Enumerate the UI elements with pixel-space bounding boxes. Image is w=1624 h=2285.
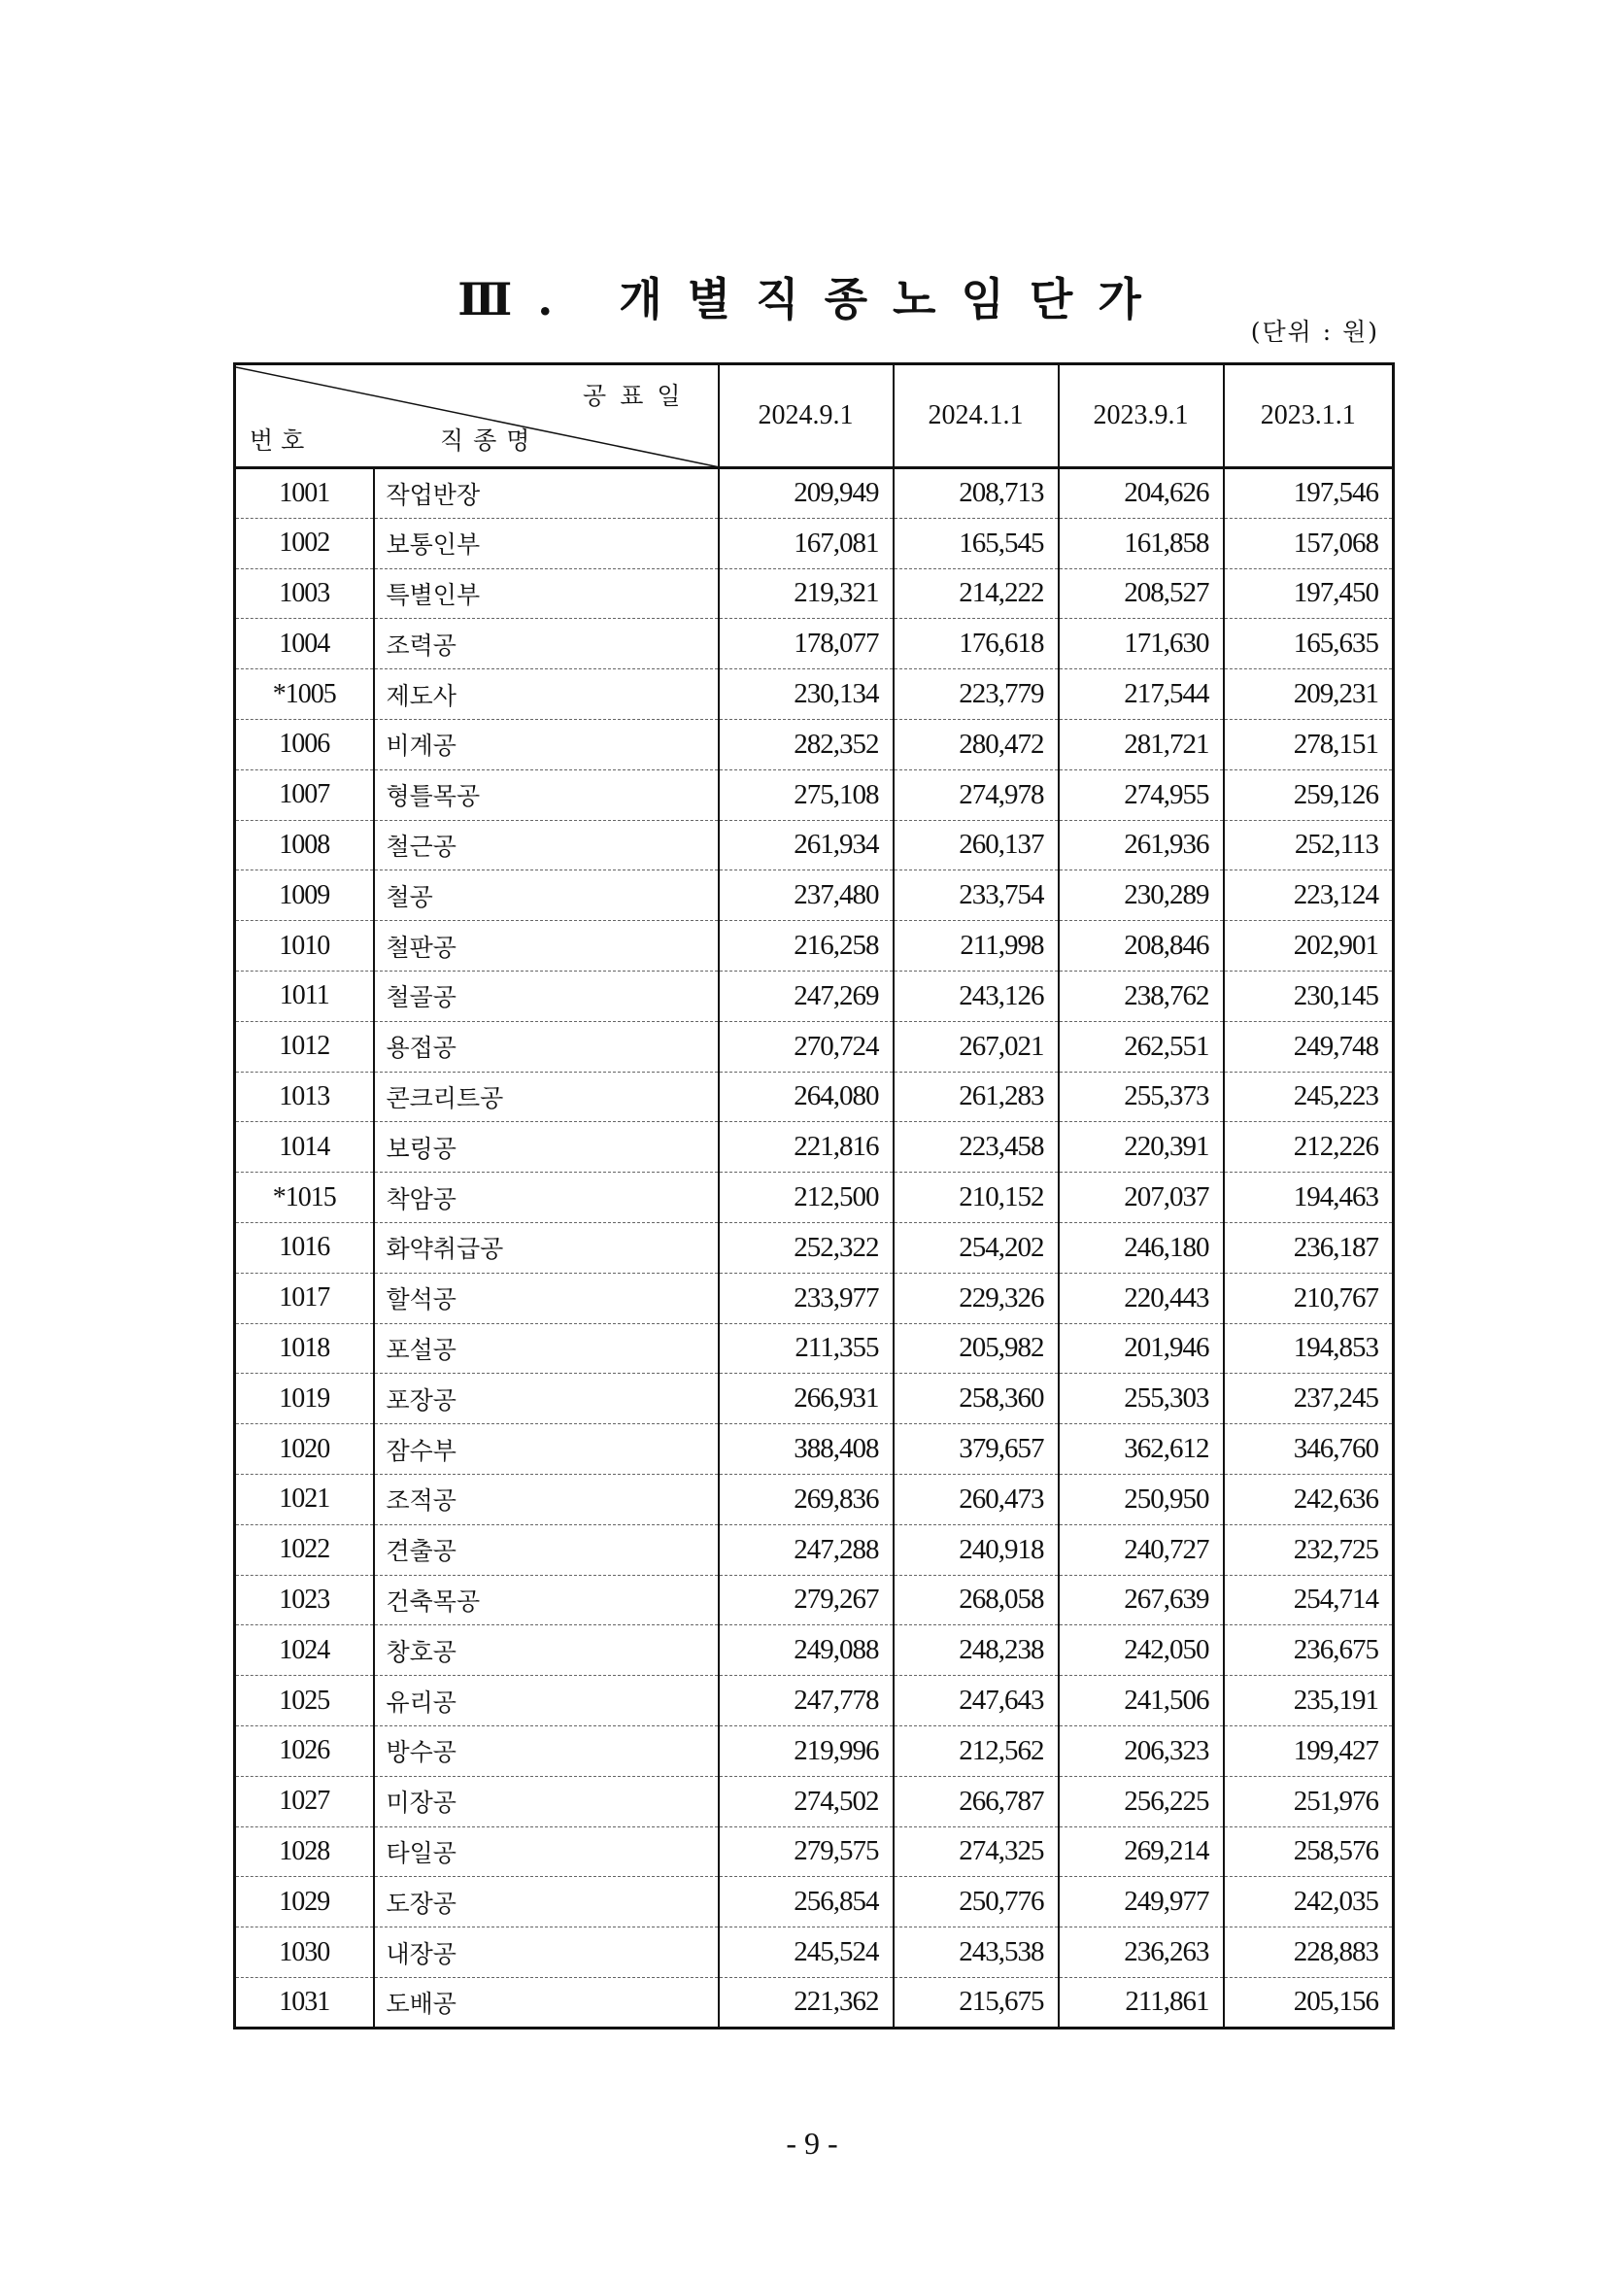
header-job-label: 직종명 <box>440 426 540 455</box>
wage-value-cell: 208,846 <box>1059 921 1224 972</box>
wage-value-cell: 209,231 <box>1224 669 1394 720</box>
job-code-cell: 1027 <box>235 1776 374 1826</box>
wage-value-cell: 266,931 <box>719 1374 894 1424</box>
table-row <box>235 1474 1394 1524</box>
job-code-cell: 1009 <box>235 870 374 921</box>
wage-value-cell: 245,223 <box>1224 1072 1394 1122</box>
wage-value-cell: 171,630 <box>1059 619 1224 669</box>
job-code-cell: 1020 <box>235 1424 374 1475</box>
wage-value-cell: 243,538 <box>894 1927 1059 1978</box>
table-row <box>235 1173 1394 1223</box>
wage-value-cell: 219,321 <box>719 568 894 619</box>
wage-value-cell: 157,068 <box>1224 518 1394 568</box>
wage-value-cell: 236,263 <box>1059 1927 1224 1978</box>
wage-value-cell: 249,977 <box>1059 1877 1224 1927</box>
table-row <box>235 1524 1394 1575</box>
table-row <box>235 1826 1394 1877</box>
job-name-cell: 조적공 <box>374 1474 719 1524</box>
wage-value-cell: 281,721 <box>1059 719 1224 769</box>
wage-value-cell: 211,861 <box>1059 1977 1224 2028</box>
job-code-cell: 1006 <box>235 719 374 769</box>
wage-value-cell: 258,576 <box>1224 1826 1394 1877</box>
wage-value-cell: 346,760 <box>1224 1424 1394 1475</box>
job-code-cell: 1016 <box>235 1222 374 1273</box>
job-code-cell: 1025 <box>235 1676 374 1726</box>
table-row <box>235 1222 1394 1273</box>
wage-value-cell: 259,126 <box>1224 769 1394 820</box>
table-row <box>235 619 1394 669</box>
job-name-cell: 미장공 <box>374 1776 719 1826</box>
job-code-cell: 1019 <box>235 1374 374 1424</box>
wage-value-cell: 274,955 <box>1059 769 1224 820</box>
job-name-cell: 도장공 <box>374 1877 719 1927</box>
wage-value-cell: 165,545 <box>894 518 1059 568</box>
wage-value-cell: 202,901 <box>1224 921 1394 972</box>
wage-value-cell: 197,450 <box>1224 568 1394 619</box>
job-name-cell: 타일공 <box>374 1826 719 1877</box>
wage-value-cell: 210,767 <box>1224 1273 1394 1323</box>
wage-value-cell: 269,836 <box>719 1474 894 1524</box>
wage-value-cell: 248,238 <box>894 1625 1059 1676</box>
wage-value-cell: 249,088 <box>719 1625 894 1676</box>
wage-value-cell: 211,998 <box>894 921 1059 972</box>
table-row <box>235 769 1394 820</box>
table-row <box>235 820 1394 870</box>
job-code-cell: 1023 <box>235 1575 374 1625</box>
job-code-cell: 1014 <box>235 1122 374 1173</box>
header-date-col: 2024.9.1 <box>719 364 894 468</box>
header-date-col: 2023.9.1 <box>1059 364 1224 468</box>
wage-value-cell: 212,500 <box>719 1173 894 1223</box>
wage-value-cell: 235,191 <box>1224 1676 1394 1726</box>
job-code-cell: *1015 <box>235 1173 374 1223</box>
job-code-cell: 1017 <box>235 1273 374 1323</box>
job-code-cell: 1003 <box>235 568 374 619</box>
wage-value-cell: 211,355 <box>719 1323 894 1374</box>
table-row <box>235 1072 1394 1122</box>
wage-value-cell: 220,443 <box>1059 1273 1224 1323</box>
wage-value-cell: 388,408 <box>719 1424 894 1475</box>
wage-value-cell: 230,134 <box>719 669 894 720</box>
job-name-cell: 방수공 <box>374 1725 719 1776</box>
wage-value-cell: 223,458 <box>894 1122 1059 1173</box>
wage-value-cell: 275,108 <box>719 769 894 820</box>
wage-value-cell: 256,854 <box>719 1877 894 1927</box>
job-name-cell: 콘크리트공 <box>374 1072 719 1122</box>
job-code-cell: 1008 <box>235 820 374 870</box>
wage-value-cell: 205,156 <box>1224 1977 1394 2028</box>
wage-value-cell: 219,996 <box>719 1725 894 1776</box>
wage-value-cell: 216,258 <box>719 921 894 972</box>
wage-value-cell: 201,946 <box>1059 1323 1224 1374</box>
wage-value-cell: 256,225 <box>1059 1776 1224 1826</box>
wage-value-cell: 260,137 <box>894 820 1059 870</box>
wage-value-cell: 194,853 <box>1224 1323 1394 1374</box>
wage-value-cell: 245,524 <box>719 1927 894 1978</box>
wage-value-cell: 250,776 <box>894 1877 1059 1927</box>
job-name-cell: 철근공 <box>374 820 719 870</box>
table-row <box>235 669 1394 720</box>
job-name-cell: 철판공 <box>374 921 719 972</box>
wage-value-cell: 212,226 <box>1224 1122 1394 1173</box>
job-code-cell: 1012 <box>235 1021 374 1072</box>
wage-value-cell: 197,546 <box>1224 468 1394 519</box>
unit-label: (단위 : 원) <box>1250 318 1379 346</box>
wage-value-cell: 230,145 <box>1224 971 1394 1021</box>
job-name-cell: 철공 <box>374 870 719 921</box>
wage-value-cell: 255,373 <box>1059 1072 1224 1122</box>
wage-value-cell: 228,883 <box>1224 1927 1394 1978</box>
wage-value-cell: 247,778 <box>719 1676 894 1726</box>
wage-value-cell: 258,360 <box>894 1374 1059 1424</box>
wage-value-cell: 282,352 <box>719 719 894 769</box>
wage-value-cell: 274,502 <box>719 1776 894 1826</box>
table-row <box>235 1122 1394 1173</box>
job-name-cell: 비계공 <box>374 719 719 769</box>
wage-value-cell: 221,362 <box>719 1977 894 2028</box>
wage-value-cell: 199,427 <box>1224 1725 1394 1776</box>
job-name-cell: 철골공 <box>374 971 719 1021</box>
table-row <box>235 1625 1394 1676</box>
wage-value-cell: 252,113 <box>1224 820 1394 870</box>
job-name-cell: 보링공 <box>374 1122 719 1173</box>
wage-value-cell: 242,050 <box>1059 1625 1224 1676</box>
wage-value-cell: 379,657 <box>894 1424 1059 1475</box>
wage-value-cell: 260,473 <box>894 1474 1059 1524</box>
wage-value-cell: 261,934 <box>719 820 894 870</box>
job-code-cell: 1022 <box>235 1524 374 1575</box>
wage-value-cell: 221,816 <box>719 1122 894 1173</box>
job-code-cell: 1030 <box>235 1927 374 1978</box>
job-code-cell: 1029 <box>235 1877 374 1927</box>
table-row <box>235 870 1394 921</box>
table-row <box>235 1273 1394 1323</box>
wage-value-cell: 223,779 <box>894 669 1059 720</box>
table-row <box>235 971 1394 1021</box>
wage-value-cell: 240,727 <box>1059 1524 1224 1575</box>
wage-value-cell: 249,748 <box>1224 1021 1394 1072</box>
job-code-cell: 1011 <box>235 971 374 1021</box>
job-code-cell: 1007 <box>235 769 374 820</box>
wage-value-cell: 206,323 <box>1059 1725 1224 1776</box>
job-code-cell: *1005 <box>235 669 374 720</box>
wage-value-cell: 267,021 <box>894 1021 1059 1072</box>
wage-value-cell: 236,675 <box>1224 1625 1394 1676</box>
wage-value-cell: 167,081 <box>719 518 894 568</box>
job-code-cell: 1010 <box>235 921 374 972</box>
job-code-cell: 1028 <box>235 1826 374 1877</box>
table-row <box>235 1725 1394 1776</box>
job-name-cell: 유리공 <box>374 1676 719 1726</box>
wage-value-cell: 223,124 <box>1224 870 1394 921</box>
table-row <box>235 1927 1394 1978</box>
wage-value-cell: 247,288 <box>719 1524 894 1575</box>
wage-value-cell: 274,325 <box>894 1826 1059 1877</box>
table-row <box>235 1877 1394 1927</box>
wage-value-cell: 212,562 <box>894 1725 1059 1776</box>
wage-value-cell: 178,077 <box>719 619 894 669</box>
job-name-cell: 포장공 <box>374 1374 719 1424</box>
job-code-cell: 1018 <box>235 1323 374 1374</box>
wage-value-cell: 230,289 <box>1059 870 1224 921</box>
job-code-cell: 1004 <box>235 619 374 669</box>
table-row <box>235 1021 1394 1072</box>
table-row <box>235 1676 1394 1726</box>
wage-value-cell: 269,214 <box>1059 1826 1224 1877</box>
job-name-cell: 할석공 <box>374 1273 719 1323</box>
wage-value-cell: 252,322 <box>719 1222 894 1273</box>
job-code-cell: 1001 <box>235 468 374 519</box>
job-name-cell: 작업반장 <box>374 468 719 519</box>
wage-value-cell: 208,713 <box>894 468 1059 519</box>
wage-value-cell: 250,950 <box>1059 1474 1224 1524</box>
wage-value-cell: 207,037 <box>1059 1173 1224 1223</box>
wage-value-cell: 255,303 <box>1059 1374 1224 1424</box>
wage-value-cell: 267,639 <box>1059 1575 1224 1625</box>
job-code-cell: 1021 <box>235 1474 374 1524</box>
job-name-cell: 제도사 <box>374 669 719 720</box>
wage-value-cell: 208,527 <box>1059 568 1224 619</box>
job-name-cell: 견출공 <box>374 1524 719 1575</box>
wage-value-cell: 204,626 <box>1059 468 1224 519</box>
page-number: - 9 - <box>786 2126 838 2161</box>
wage-value-cell: 268,058 <box>894 1575 1059 1625</box>
wage-table <box>233 362 1395 2029</box>
job-name-cell: 건축목공 <box>374 1575 719 1625</box>
header-corner-cell <box>235 364 719 468</box>
wage-value-cell: 220,391 <box>1059 1122 1224 1173</box>
job-name-cell: 특별인부 <box>374 568 719 619</box>
wage-value-cell: 261,283 <box>894 1072 1059 1122</box>
wage-value-cell: 210,152 <box>894 1173 1059 1223</box>
wage-value-cell: 261,936 <box>1059 820 1224 870</box>
job-name-cell: 화약취급공 <box>374 1222 719 1273</box>
wage-value-cell: 362,612 <box>1059 1424 1224 1475</box>
table-row <box>235 1776 1394 1826</box>
job-name-cell: 도배공 <box>374 1977 719 2028</box>
wage-value-cell: 238,762 <box>1059 971 1224 1021</box>
job-code-cell: 1026 <box>235 1725 374 1776</box>
wage-value-cell: 279,575 <box>719 1826 894 1877</box>
wage-value-cell: 217,544 <box>1059 669 1224 720</box>
wage-value-cell: 247,269 <box>719 971 894 1021</box>
wage-value-cell: 279,267 <box>719 1575 894 1625</box>
wage-value-cell: 280,472 <box>894 719 1059 769</box>
wage-value-cell: 262,551 <box>1059 1021 1224 1072</box>
job-code-cell: 1013 <box>235 1072 374 1122</box>
table-row <box>235 1575 1394 1625</box>
wage-value-cell: 161,858 <box>1059 518 1224 568</box>
table-row <box>235 1424 1394 1475</box>
job-code-cell: 1002 <box>235 518 374 568</box>
job-name-cell: 포설공 <box>374 1323 719 1374</box>
page-title: Ⅲ. 개별직종노임단가 <box>457 273 1167 325</box>
wage-value-cell: 242,636 <box>1224 1474 1394 1524</box>
job-name-cell: 형틀목공 <box>374 769 719 820</box>
job-code-cell: 1024 <box>235 1625 374 1676</box>
table-row <box>235 568 1394 619</box>
job-name-cell: 착암공 <box>374 1173 719 1223</box>
table-row <box>235 468 1394 519</box>
job-name-cell: 창호공 <box>374 1625 719 1676</box>
wage-value-cell: 254,714 <box>1224 1575 1394 1625</box>
wage-value-cell: 233,754 <box>894 870 1059 921</box>
job-name-cell: 보통인부 <box>374 518 719 568</box>
job-name-cell: 용접공 <box>374 1021 719 1072</box>
wage-value-cell: 251,976 <box>1224 1776 1394 1826</box>
header-date-col: 2023.1.1 <box>1224 364 1394 468</box>
table-row <box>235 518 1394 568</box>
wage-value-cell: 232,725 <box>1224 1524 1394 1575</box>
table-row <box>235 921 1394 972</box>
wage-value-cell: 176,618 <box>894 619 1059 669</box>
wage-value-cell: 241,506 <box>1059 1676 1224 1726</box>
table-row <box>235 1977 1394 2028</box>
wage-value-cell: 214,222 <box>894 568 1059 619</box>
header-date-label: 공표일 <box>583 382 694 410</box>
wage-value-cell: 278,151 <box>1224 719 1394 769</box>
table-header-row <box>235 364 1394 468</box>
job-name-cell: 내장공 <box>374 1927 719 1978</box>
job-name-cell: 조력공 <box>374 619 719 669</box>
table-row <box>235 1323 1394 1374</box>
wage-value-cell: 266,787 <box>894 1776 1059 1826</box>
table-row <box>235 1374 1394 1424</box>
table-row <box>235 719 1394 769</box>
wage-value-cell: 240,918 <box>894 1524 1059 1575</box>
job-name-cell: 잠수부 <box>374 1424 719 1475</box>
wage-value-cell: 237,480 <box>719 870 894 921</box>
wage-value-cell: 243,126 <box>894 971 1059 1021</box>
header-date-col: 2024.1.1 <box>894 364 1059 468</box>
wage-value-cell: 270,724 <box>719 1021 894 1072</box>
wage-value-cell: 237,245 <box>1224 1374 1394 1424</box>
wage-value-cell: 215,675 <box>894 1977 1059 2028</box>
wage-value-cell: 264,080 <box>719 1072 894 1122</box>
wage-value-cell: 165,635 <box>1224 619 1394 669</box>
wage-value-cell: 274,978 <box>894 769 1059 820</box>
wage-value-cell: 229,326 <box>894 1273 1059 1323</box>
wage-value-cell: 205,982 <box>894 1323 1059 1374</box>
wage-value-cell: 254,202 <box>894 1222 1059 1273</box>
job-code-cell: 1031 <box>235 1977 374 2028</box>
wage-value-cell: 236,187 <box>1224 1222 1394 1273</box>
header-no-label: 번호 <box>250 426 313 455</box>
wage-value-cell: 242,035 <box>1224 1877 1394 1927</box>
wage-value-cell: 247,643 <box>894 1676 1059 1726</box>
wage-value-cell: 233,977 <box>719 1273 894 1323</box>
wage-value-cell: 246,180 <box>1059 1222 1224 1273</box>
wage-value-cell: 194,463 <box>1224 1173 1394 1223</box>
wage-value-cell: 209,949 <box>719 468 894 519</box>
